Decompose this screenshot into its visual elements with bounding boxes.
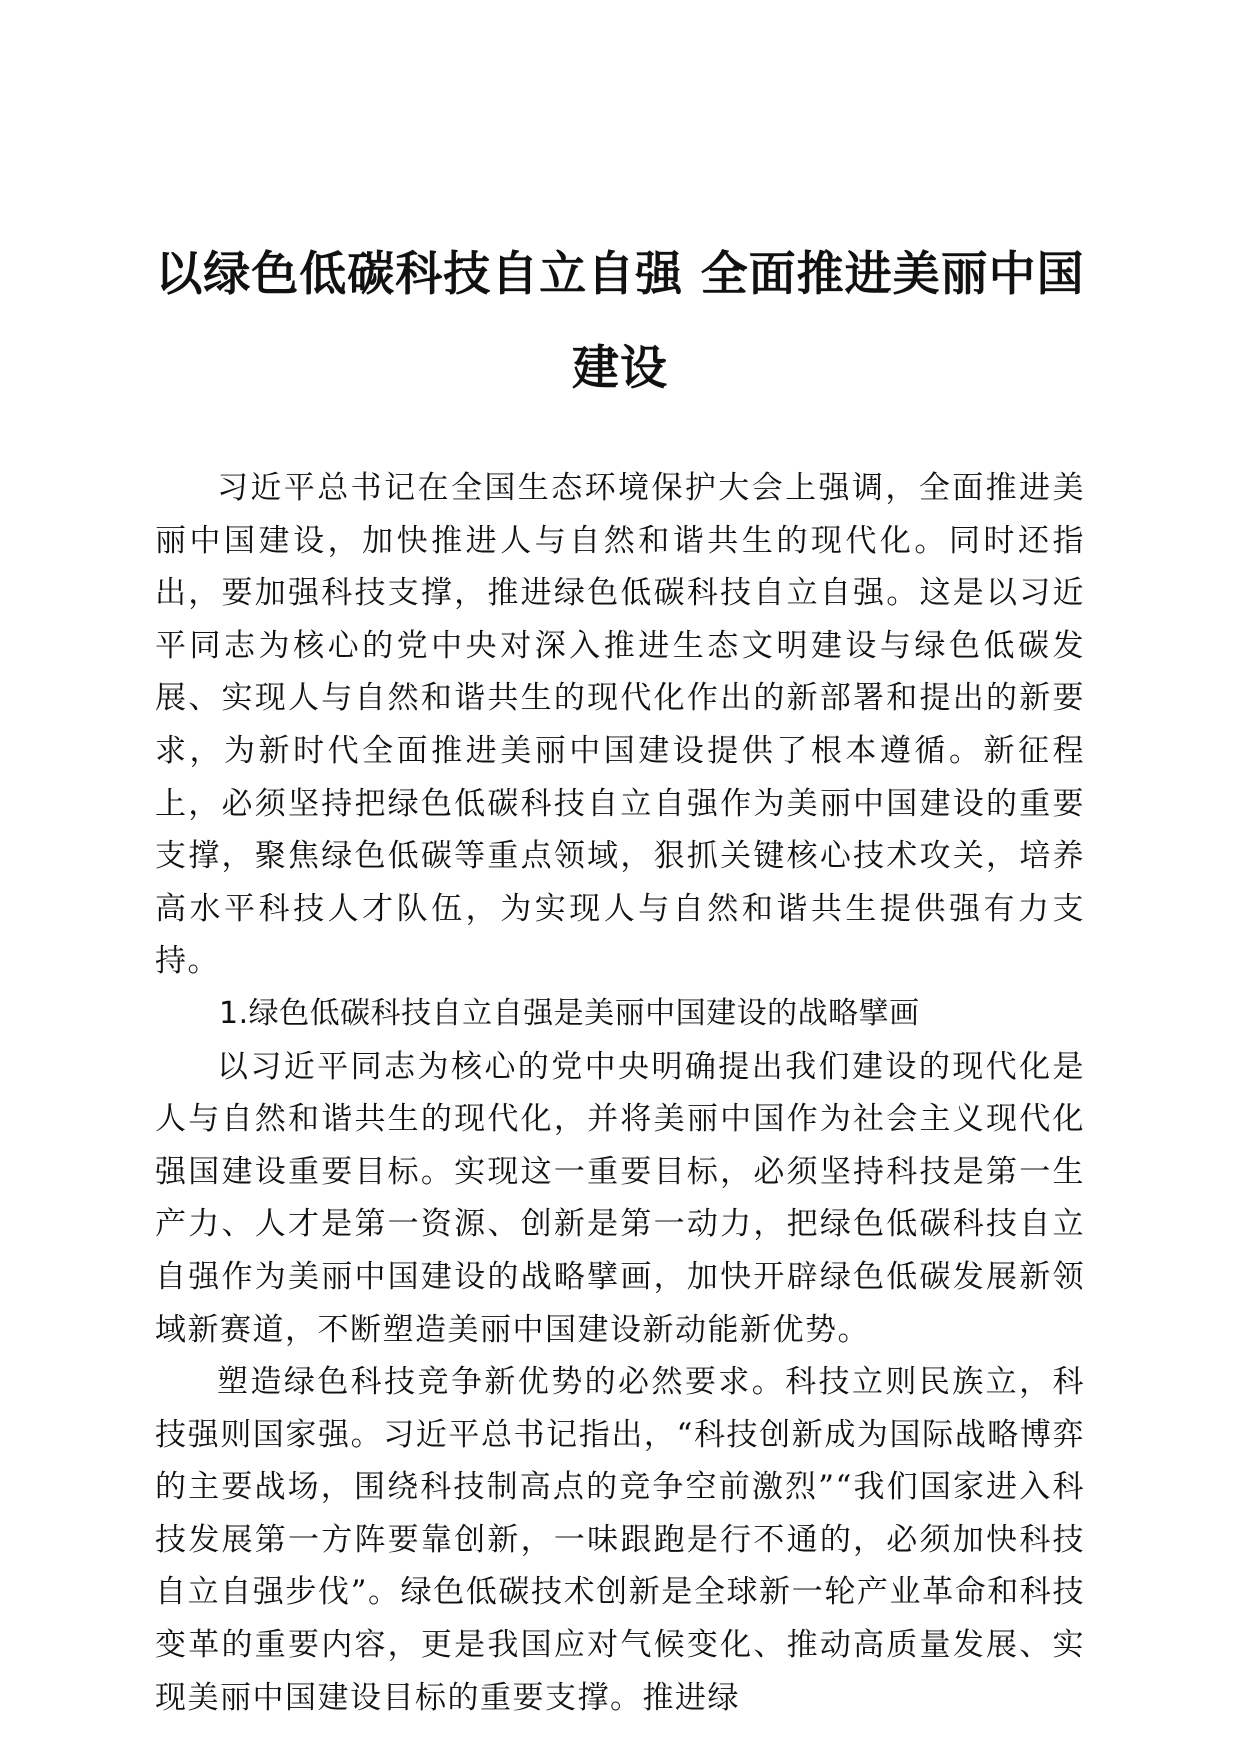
body-paragraph: 以习近平同志为核心的党中央明确提出我们建设的现代化是人与自然和谐共生的现代化，并将美丽中国作为社会主义现代化强国建设重要目标。实现这一重要目标，必须坚持科技是第一生产力、人才是第一资源、创新是第一动力，把绿色低碳科技自立自强作为美丽中国建设的战略擘画，加快开辟绿色低碳发展新领域新赛道，不断塑造美丽中国建设新动能新优势。 <box>155 1048 1085 1348</box>
intro-paragraph: 习近平总书记在全国生态环境保护大会上强调，全面推进美丽中国建设，加快推进人与自然和谐共生的现代化。同时还指出，要加强科技支撑，推进绿色低碳科技自立自强。这是以习近平同志为核心的党中央对深入推进生态文明建设与绿色低碳发展、实现人与自然和谐共生的现代化作出的新部署和提出的新要求，为新时代全面推进美丽中国建设提供了根本遵循。新征程上，必须坚持把绿色低碳科技自立自强作为美丽中国建设的重要支撑，聚焦绿色低碳等重点领域，狠抓关键核心技术攻关，培养高水平科技人才队伍，为实现人与自然和谐共生提供强有力支持。 <box>155 470 1085 980</box>
document-body <box>155 462 1085 1724</box>
document-title: 以绿色低碳科技自立自强 全面推进美丽中国建设 <box>155 247 1085 396</box>
body-paragraph: 塑造绿色科技竞争新优势的必然要求。科技立则民族立，科技强则国家强。习近平总书记指出，“科技创新成为国际战略博弈的主要战场，围绕科技制高点的竞争空前激烈”“我们国家进入科技发展第一方阵要靠创新，一味跟跑是行不通的，必须加快科技自立自强步伐”。绿色低碳技术创新是全球新一轮产业革命和科技变革的重要内容，更是我国应对气候变化、推动高质量发展、实现美丽中国建设目标的重要支撑。推进绿 <box>155 1364 1085 1716</box>
section-heading: 1.绿色低碳科技自立自强是美丽中国建设的战略擘画 <box>219 995 920 1031</box>
